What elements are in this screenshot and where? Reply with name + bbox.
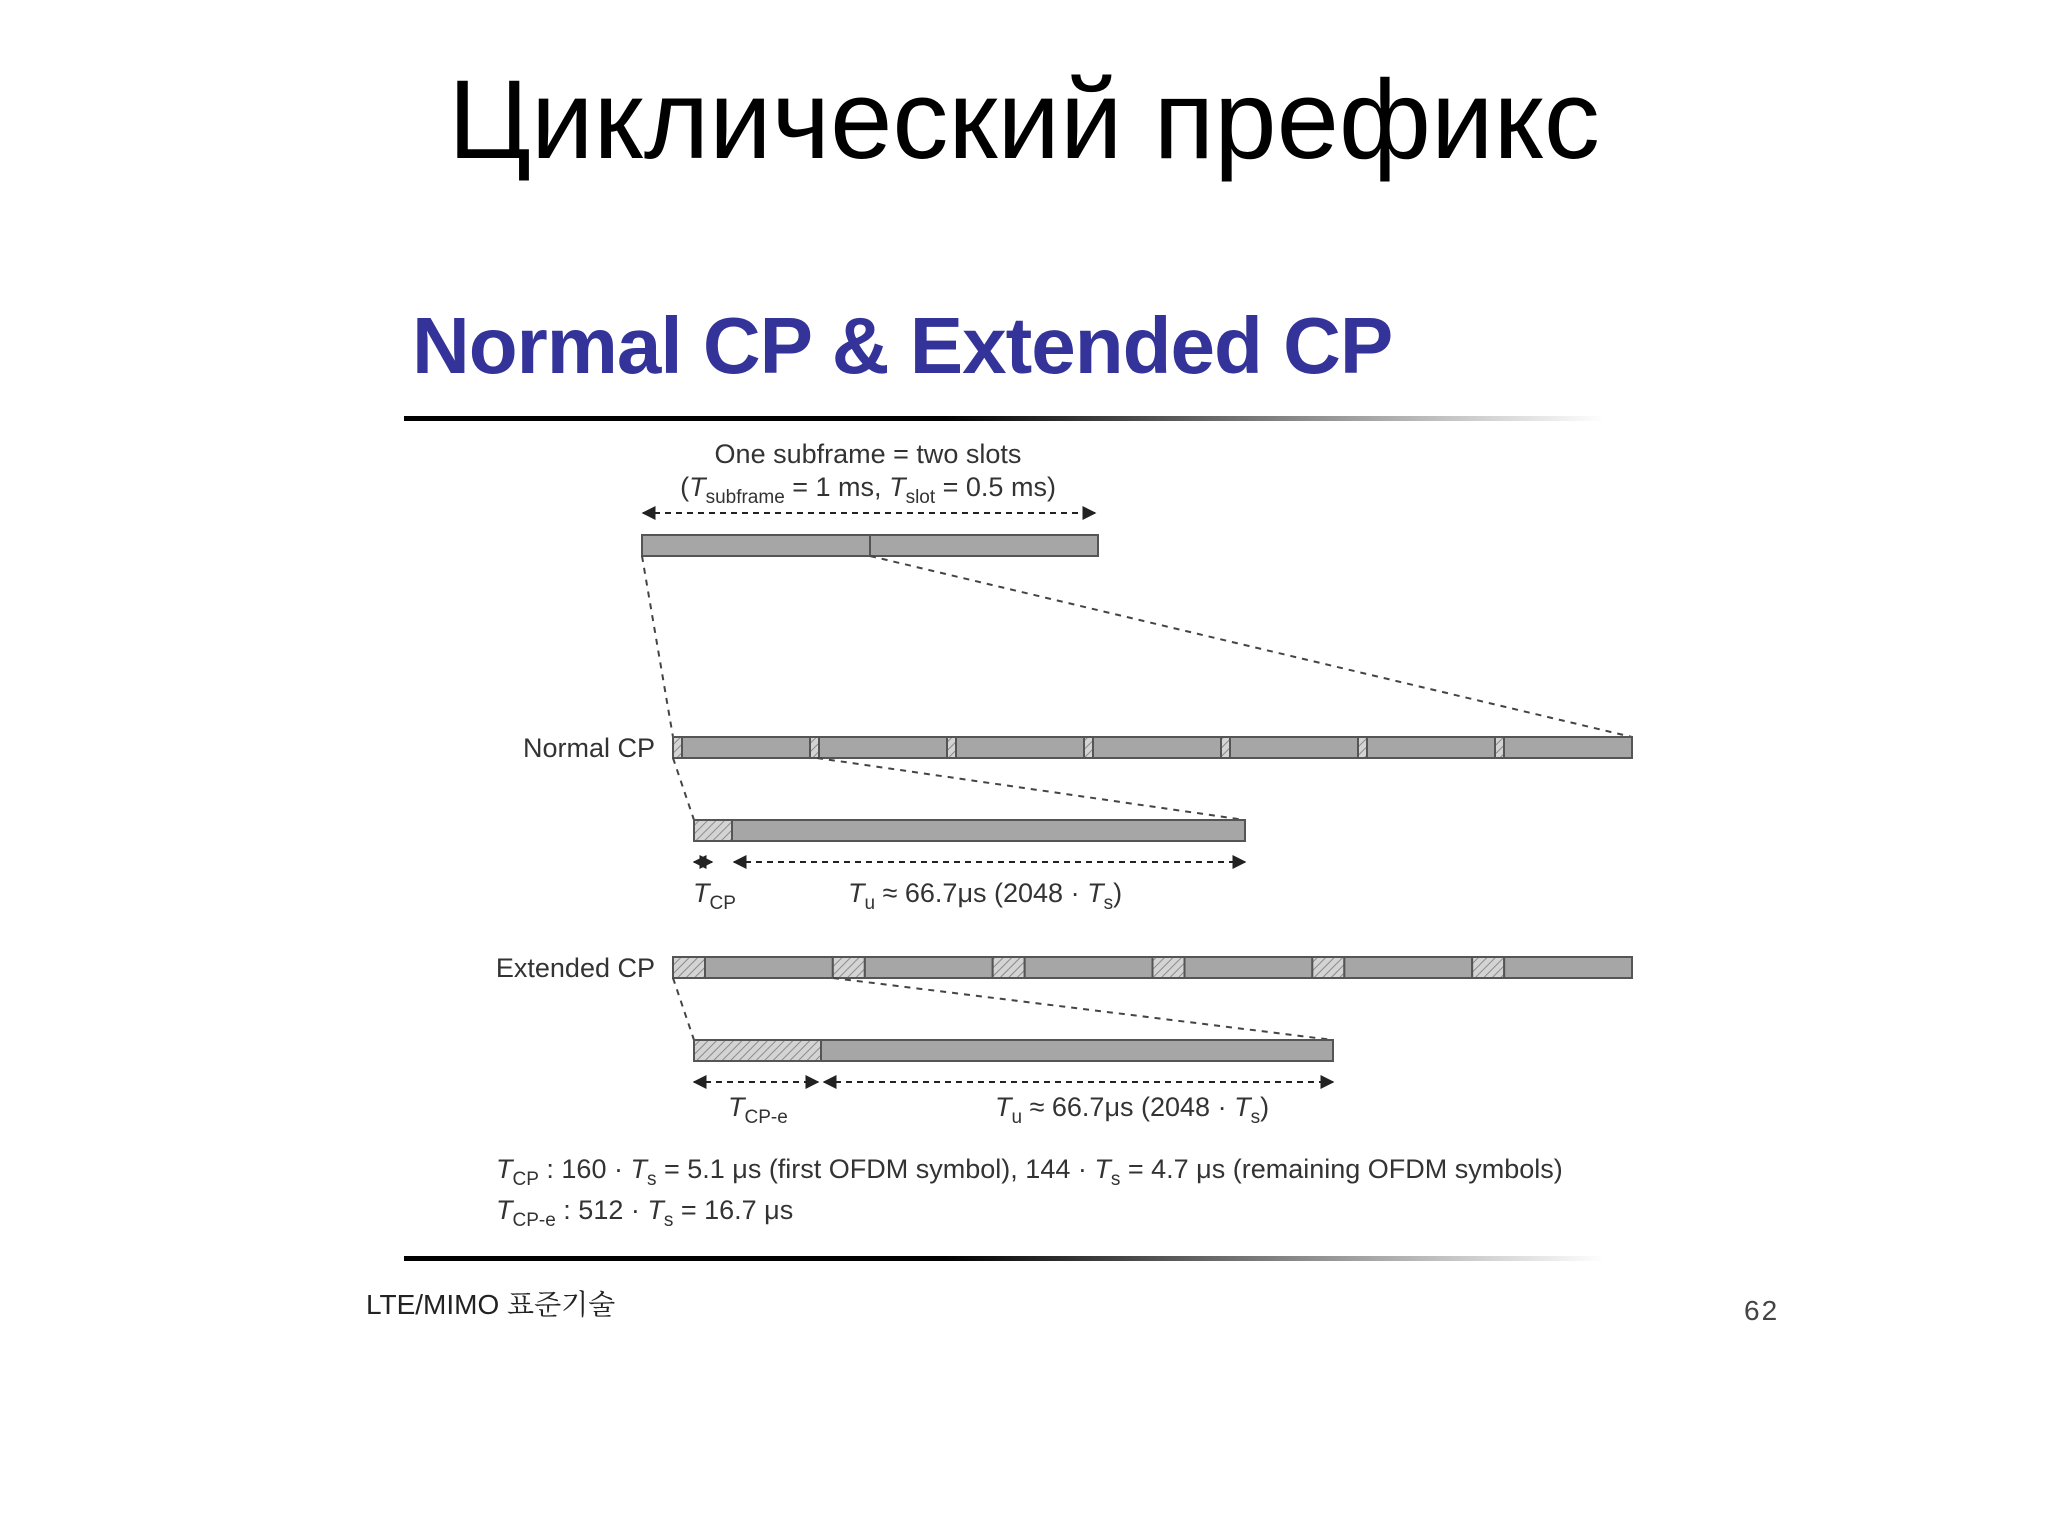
extended-cp-row <box>673 957 1632 978</box>
extended-symbol-segment <box>1344 957 1472 978</box>
normal-zoom-left <box>673 758 694 820</box>
normal-symbol-segment <box>819 737 947 758</box>
extended-zoom-right <box>833 978 1333 1040</box>
extended-cp-label: Extended CP <box>495 953 655 983</box>
extended-symbol-segment <box>705 957 833 978</box>
normal-symbol-segment <box>956 737 1084 758</box>
extended-cp-segment <box>993 957 1025 978</box>
extended-cp-block <box>694 1040 821 1061</box>
footer-course-label: LTE/MIMO 표준기술 <box>366 1289 616 1320</box>
normal-cp-segment <box>673 737 682 758</box>
extended-cp-segment <box>1153 957 1185 978</box>
normal-useful-block <box>732 820 1245 841</box>
subframe-label: One subframe = two slots <box>714 439 1022 469</box>
normal-cp-segment <box>1221 737 1230 758</box>
slot-1 <box>642 535 870 556</box>
normal-symbol-segment <box>1367 737 1495 758</box>
normal-symbol-segment <box>1230 737 1358 758</box>
normal-cp-segment <box>947 737 956 758</box>
extended-cp-segment <box>1312 957 1344 978</box>
normal-zoom-right <box>817 758 1245 820</box>
normal-symbol-segment <box>1093 737 1221 758</box>
normal-symbol-segment <box>682 737 810 758</box>
extended-useful-block <box>821 1040 1333 1061</box>
tu-normal-label: $T_u \approx 66.7\mu s$ $(2048 \cdot T_s)$ <box>848 878 1123 914</box>
zoom-line-right <box>870 556 1632 737</box>
tu-extended-label: $T_u \approx 66.7\mu s$ $(2048 \cdot T_s)$ <box>995 1092 1270 1128</box>
page-number: 62 <box>1744 1295 1780 1326</box>
extended-symbol-segment <box>865 957 993 978</box>
subframe-formula: ($T_{subframe} = 1$ ms, $T_{slot} = 0.5$ ms) <box>680 472 1056 508</box>
normal-cp-segment <box>1358 737 1367 758</box>
slot-2 <box>870 535 1098 556</box>
normal-cp-row <box>673 737 1632 758</box>
normal-cp-segment <box>1084 737 1093 758</box>
extended-cp-segment <box>833 957 865 978</box>
extended-cp-segment <box>1472 957 1504 978</box>
normal-cp-segment <box>810 737 819 758</box>
section-title: Normal CP & Extended CP <box>412 301 1393 390</box>
normal-cp-segment <box>1495 737 1504 758</box>
normal-cp-label: Normal CP <box>522 733 655 763</box>
extended-symbol-segment <box>1504 957 1632 978</box>
note-tcp: $T_{CP}$ : $160 \cdot T_s = 5.1$ μs (first OFDM symbol), $144 \cdot T_s = 4.7$ μs (remaining OFDM symbols) <box>496 1154 1563 1190</box>
note-tcpe: $T_{CP-e}$ : $512 \cdot T_s = 16.7$ μs <box>496 1195 794 1231</box>
normal-cp-block <box>694 820 732 841</box>
extended-symbol-segment <box>1185 957 1313 978</box>
zoom-line-left <box>642 556 673 737</box>
normal-symbol-segment <box>1504 737 1632 758</box>
tcpe-label: $T_{CP-e}$ <box>728 1092 788 1128</box>
tcp-label: $T_{CP}$ <box>693 878 736 914</box>
extended-zoom-left <box>673 978 694 1040</box>
extended-symbol-segment <box>1025 957 1153 978</box>
extended-cp-segment <box>673 957 705 978</box>
slide-title: Циклический префикс <box>448 57 1600 182</box>
